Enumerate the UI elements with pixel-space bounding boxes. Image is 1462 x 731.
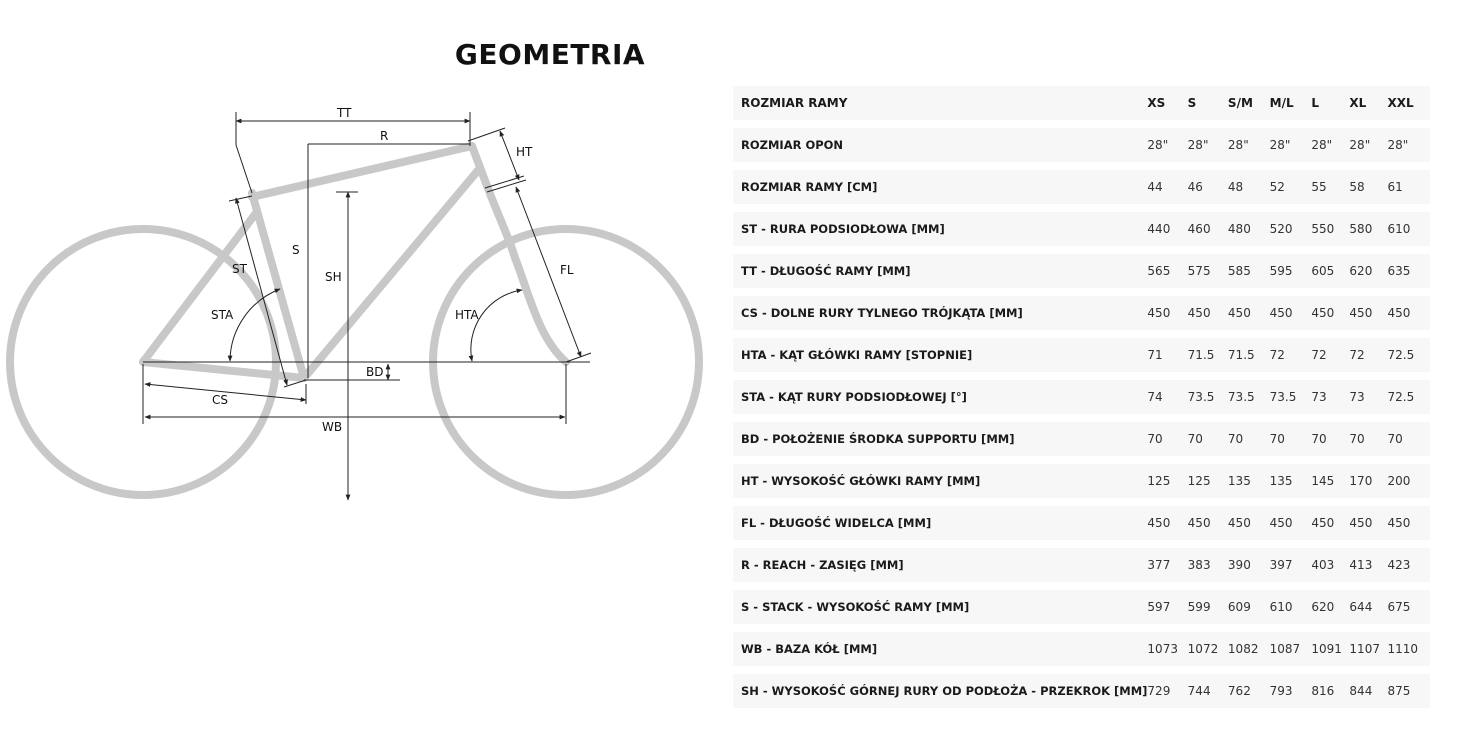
row-value: 605 <box>1311 254 1349 288</box>
row-value: 1107 <box>1349 632 1387 666</box>
size-header-xs: XS <box>1147 86 1187 120</box>
row-label: TT - DŁUGOŚĆ RAMY [MM] <box>733 254 1147 288</box>
row-label: S - STACK - WYSOKOŚĆ RAMY [MM] <box>733 590 1147 624</box>
row-value: 70 <box>1349 422 1387 456</box>
row-label: STA - KĄT RURY PODSIODŁOWEJ [°] <box>733 380 1147 414</box>
row-value: 599 <box>1188 590 1228 624</box>
table-row <box>733 422 1430 456</box>
row-value: 74 <box>1147 380 1187 414</box>
label-r: R <box>380 129 389 143</box>
label-ht: HT <box>516 145 533 159</box>
row-value: 58 <box>1349 170 1387 204</box>
row-value: 550 <box>1311 212 1349 246</box>
row-value: 610 <box>1270 590 1312 624</box>
size-header-xxl: XXL <box>1388 86 1430 120</box>
row-value: 575 <box>1188 254 1228 288</box>
size-header-s: S <box>1188 86 1228 120</box>
seat-stay <box>143 213 256 362</box>
row-value: 70 <box>1188 422 1228 456</box>
row-value: 610 <box>1388 212 1430 246</box>
row-value: 73 <box>1311 380 1349 414</box>
row-value: 1087 <box>1270 632 1312 666</box>
table-row <box>733 254 1430 288</box>
row-value: 72.5 <box>1388 338 1430 372</box>
row-value: 61 <box>1388 170 1430 204</box>
row-value: 450 <box>1388 506 1430 540</box>
row-value: 46 <box>1188 170 1228 204</box>
row-value: 585 <box>1228 254 1270 288</box>
geometry-table <box>733 78 1430 716</box>
fork <box>487 186 566 362</box>
row-value: 72 <box>1311 338 1349 372</box>
row-value: 70 <box>1228 422 1270 456</box>
size-header-xl: XL <box>1349 86 1387 120</box>
row-value: 675 <box>1388 590 1430 624</box>
row-value: 450 <box>1349 506 1387 540</box>
table-row <box>733 464 1430 498</box>
table-row <box>733 674 1430 708</box>
row-value: 597 <box>1147 590 1187 624</box>
row-value: 170 <box>1349 464 1387 498</box>
row-value: 390 <box>1228 548 1270 582</box>
row-value: 1110 <box>1388 632 1430 666</box>
row-value: 70 <box>1388 422 1430 456</box>
bike-geometry-diagram <box>0 0 720 731</box>
row-value: 460 <box>1188 212 1228 246</box>
row-value: 71.5 <box>1188 338 1228 372</box>
table-row <box>733 632 1430 666</box>
row-value: 48 <box>1228 170 1270 204</box>
row-value: 762 <box>1228 674 1270 708</box>
row-value: 70 <box>1147 422 1187 456</box>
size-header-l: L <box>1311 86 1349 120</box>
row-label: R - REACH - ZASIĘG [MM] <box>733 548 1147 582</box>
row-value: 450 <box>1228 506 1270 540</box>
ht-dimension <box>468 128 505 141</box>
row-value: 793 <box>1270 674 1312 708</box>
table-row <box>733 128 1430 162</box>
row-value: 1082 <box>1228 632 1270 666</box>
row-value: 620 <box>1311 590 1349 624</box>
row-value: 72 <box>1270 338 1312 372</box>
row-value: 423 <box>1388 548 1430 582</box>
row-value: 52 <box>1270 170 1312 204</box>
label-sta: STA <box>211 308 234 322</box>
row-label: ROZMIAR RAMY [CM] <box>733 170 1147 204</box>
size-header-sm: S/M <box>1228 86 1270 120</box>
row-value: 450 <box>1388 296 1430 330</box>
row-value: 28" <box>1147 128 1187 162</box>
table-header-row <box>733 86 1430 120</box>
row-value: 135 <box>1228 464 1270 498</box>
row-value: 450 <box>1228 296 1270 330</box>
table-row <box>733 380 1430 414</box>
row-value: 1072 <box>1188 632 1228 666</box>
label-sh: SH <box>325 270 342 284</box>
row-value: 1073 <box>1147 632 1187 666</box>
row-value: 844 <box>1349 674 1387 708</box>
table-row <box>733 590 1430 624</box>
row-label: FL - DŁUGOŚĆ WIDELCA [MM] <box>733 506 1147 540</box>
row-label: WB - BAZA KÓŁ [MM] <box>733 632 1147 666</box>
label-wb: WB <box>322 420 343 434</box>
row-value: 71 <box>1147 338 1187 372</box>
row-value: 644 <box>1349 590 1387 624</box>
row-value: 135 <box>1270 464 1312 498</box>
row-value: 145 <box>1311 464 1349 498</box>
row-value: 450 <box>1188 506 1228 540</box>
row-value: 73.5 <box>1228 380 1270 414</box>
table-row <box>733 296 1430 330</box>
row-value: 480 <box>1228 212 1270 246</box>
row-value: 72 <box>1349 338 1387 372</box>
row-value: 816 <box>1311 674 1349 708</box>
row-value: 565 <box>1147 254 1187 288</box>
row-value: 450 <box>1147 296 1187 330</box>
row-value: 450 <box>1270 296 1312 330</box>
table-row <box>733 338 1430 372</box>
row-label: ST - RURA PODSIODŁOWA [MM] <box>733 212 1147 246</box>
row-value: 450 <box>1147 506 1187 540</box>
row-value: 440 <box>1147 212 1187 246</box>
row-value: 397 <box>1270 548 1312 582</box>
row-value: 125 <box>1188 464 1228 498</box>
row-value: 28" <box>1270 128 1312 162</box>
hta-angle <box>471 290 522 361</box>
row-label: CS - DOLNE RURY TYLNEGO TRÓJKĄTA [MM] <box>733 296 1147 330</box>
row-value: 729 <box>1147 674 1187 708</box>
row-value: 450 <box>1311 296 1349 330</box>
row-value: 55 <box>1311 170 1349 204</box>
table-row <box>733 506 1430 540</box>
row-value: 200 <box>1388 464 1430 498</box>
row-value: 70 <box>1311 422 1349 456</box>
bike-frame <box>10 146 699 495</box>
row-value: 450 <box>1188 296 1228 330</box>
row-value: 609 <box>1228 590 1270 624</box>
row-value: 73 <box>1349 380 1387 414</box>
size-header-ml: M/L <box>1270 86 1312 120</box>
row-value: 73.5 <box>1188 380 1228 414</box>
page-title: GEOMETRIA <box>454 38 646 71</box>
row-label: HT - WYSOKOŚĆ GŁÓWKI RAMY [MM] <box>733 464 1147 498</box>
row-value: 377 <box>1147 548 1187 582</box>
row-value: 72.5 <box>1388 380 1430 414</box>
label-tt: TT <box>337 106 352 120</box>
row-label: BD - POŁOŻENIE ŚRODKA SUPPORTU [MM] <box>733 422 1147 456</box>
row-value: 413 <box>1349 548 1387 582</box>
row-value: 70 <box>1270 422 1312 456</box>
row-label: SH - WYSOKOŚĆ GÓRNEJ RURY OD PODŁOŻA - PRZEKROK [MM] <box>733 674 1147 708</box>
label-cs: CS <box>212 393 228 407</box>
row-value: 875 <box>1388 674 1430 708</box>
row-value: 44 <box>1147 170 1187 204</box>
header-label: ROZMIAR RAMY <box>733 86 1147 120</box>
row-value: 73.5 <box>1270 380 1312 414</box>
label-fl: FL <box>560 263 574 277</box>
row-value: 450 <box>1270 506 1312 540</box>
row-value: 520 <box>1270 212 1312 246</box>
label-st: ST <box>232 262 247 276</box>
row-label: ROZMIAR OPON <box>733 128 1147 162</box>
row-value: 383 <box>1188 548 1228 582</box>
row-value: 580 <box>1349 212 1387 246</box>
table-row <box>733 170 1430 204</box>
row-value: 71.5 <box>1228 338 1270 372</box>
row-value: 620 <box>1349 254 1387 288</box>
table-row <box>733 548 1430 582</box>
row-value: 1091 <box>1311 632 1349 666</box>
row-value: 28" <box>1228 128 1270 162</box>
row-value: 595 <box>1270 254 1312 288</box>
row-value: 450 <box>1349 296 1387 330</box>
top-tube <box>252 146 472 197</box>
row-value: 125 <box>1147 464 1187 498</box>
label-s: S <box>292 243 300 257</box>
row-value: 28" <box>1349 128 1387 162</box>
row-value: 744 <box>1188 674 1228 708</box>
table-row <box>733 212 1430 246</box>
row-value: 403 <box>1311 548 1349 582</box>
row-value: 635 <box>1388 254 1430 288</box>
row-value: 450 <box>1311 506 1349 540</box>
row-value: 28" <box>1388 128 1430 162</box>
row-value: 28" <box>1188 128 1228 162</box>
label-hta: HTA <box>455 308 479 322</box>
label-bd: BD <box>366 365 384 379</box>
row-value: 28" <box>1311 128 1349 162</box>
row-label: HTA - KĄT GŁÓWKI RAMY [STOPNIE] <box>733 338 1147 372</box>
